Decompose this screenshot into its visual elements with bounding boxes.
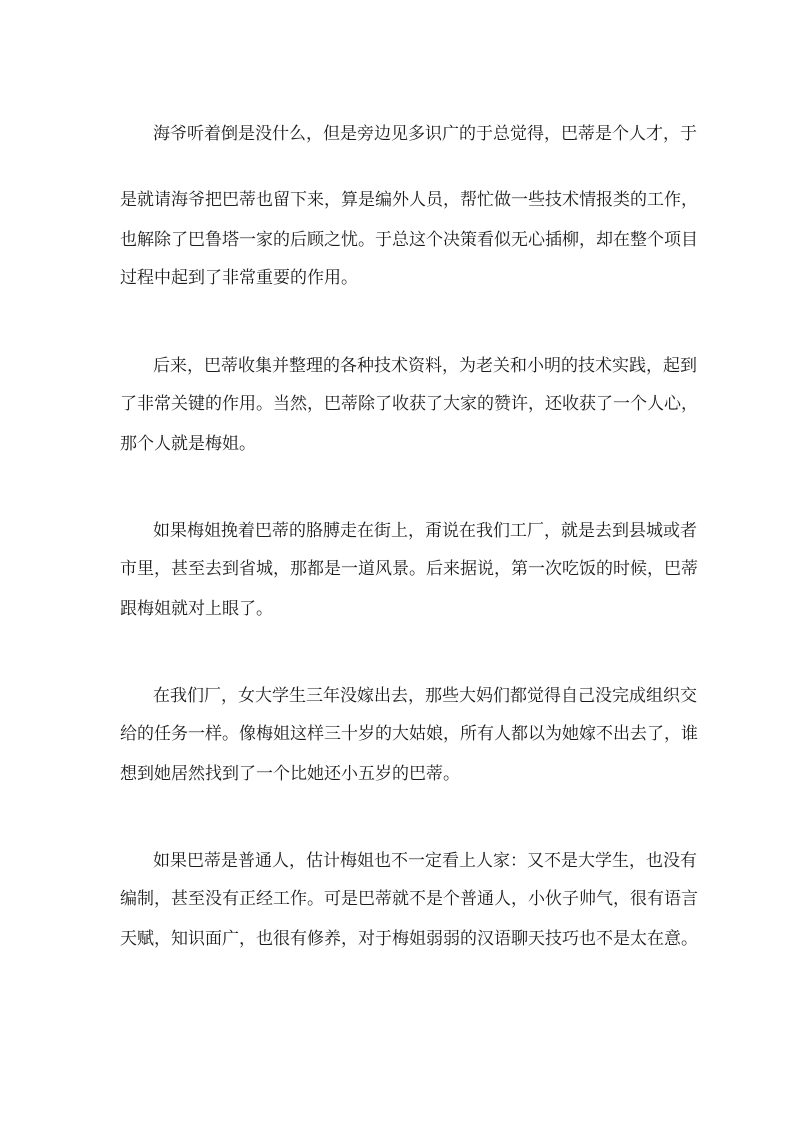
paragraph-line: 想到她居然找到了一个比她还小五岁的巴蒂。: [120, 764, 460, 784]
paragraph-line: 后来，巴蒂收集并整理的各种技术资料，为老关和小明的技术实践，起到: [153, 356, 697, 376]
paragraph-line: 了非常关键的作用。当然，巴蒂除了收获了大家的赞许，还收获了一个人心，: [120, 394, 698, 414]
paragraph-line: 跟梅姐就对上眼了。: [120, 599, 273, 619]
paragraph-line: 给的任务一样。像梅姐这样三十岁的大姑娘，所有人都以为她嫁不出去了，谁: [120, 724, 698, 744]
paragraph-line: 如果梅姐挽着巴蒂的胳膊走在街上，甭说在我们工厂，就是去到县城或者: [153, 521, 697, 541]
paragraph-line: 那个人就是梅姐。: [120, 434, 256, 454]
paragraph-line: 也解除了巴鲁塔一家的后顾之忧。于总这个决策看似无心插柳，却在整个项目: [120, 230, 698, 250]
paragraph-line: 天赋，知识面广，也很有修养，对于梅姐弱弱的汉语聊天技巧也不是太在意。: [120, 929, 698, 949]
paragraph-line: 如果巴蒂是普通人，估计梅姐也不一定看上人家：又不是大学生，也没有: [153, 851, 697, 871]
paragraph-line: 在我们厂，女大学生三年没嫁出去，那些大妈们都觉得自己没完成组织交: [153, 686, 697, 706]
paragraph-line: 过程中起到了非常重要的作用。: [120, 268, 358, 288]
paragraph-line: 编制，甚至没有正经工作。可是巴蒂就不是个普通人，小伙子帅气，很有语言: [120, 889, 698, 909]
paragraph-line: 市里，甚至去到省城，那都是一道风景。后来据说，第一次吃饭的时候，巴蒂: [120, 559, 698, 579]
paragraph-line: 是就请海爷把巴蒂也留下来，算是编外人员，帮忙做一些技术情报类的工作，: [120, 190, 698, 210]
paragraph-line: 海爷听着倒是没什么，但是旁边见多识广的于总觉得，巴蒂是个人才，于: [153, 124, 697, 144]
